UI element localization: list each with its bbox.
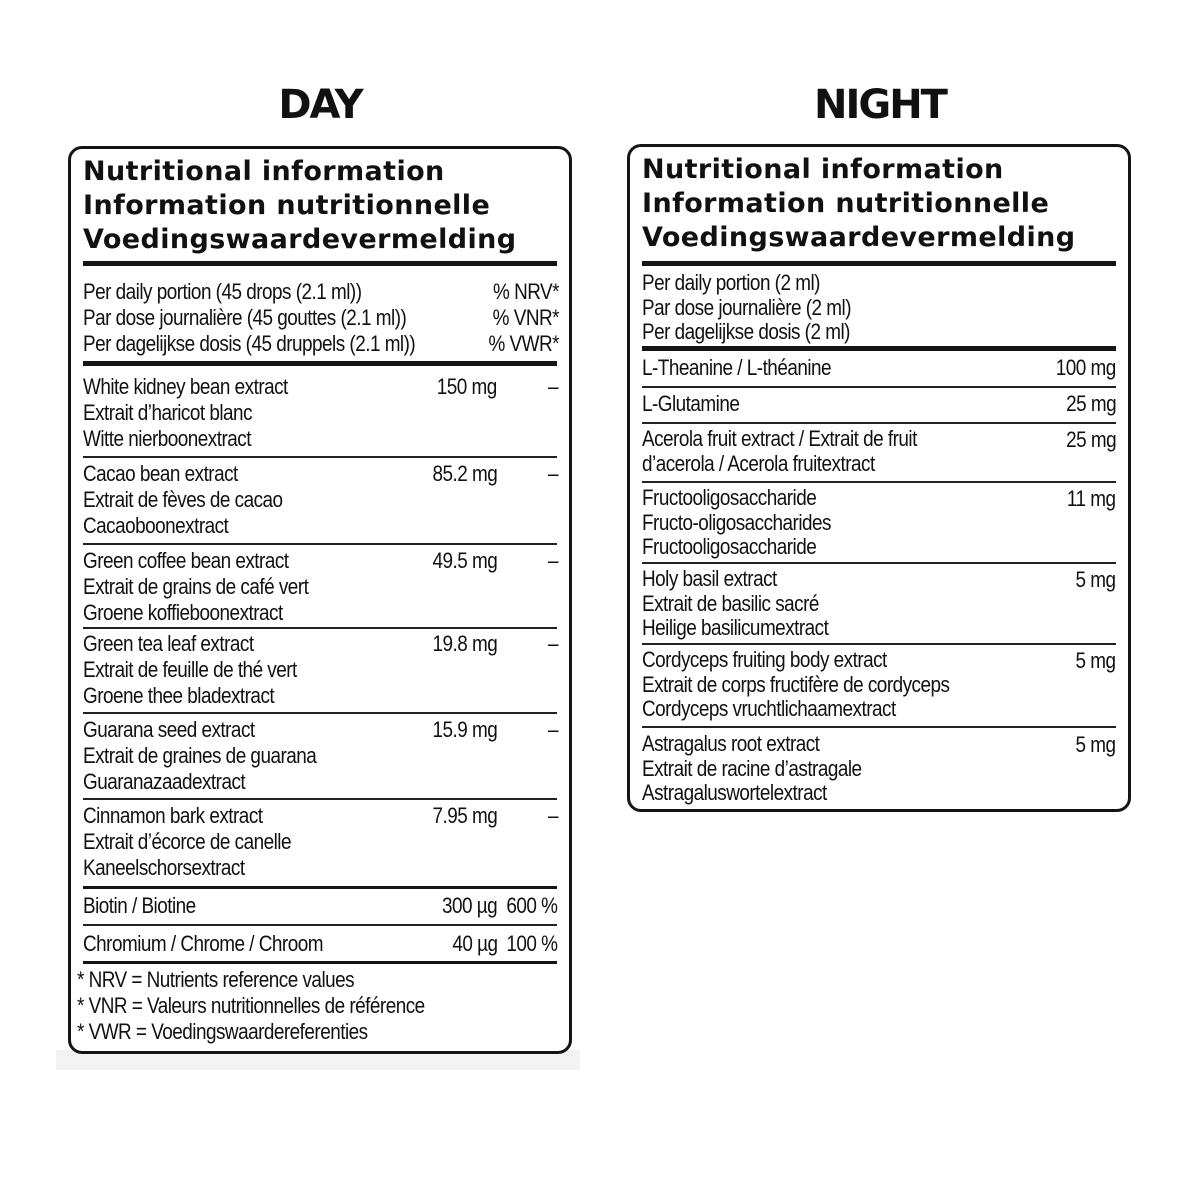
amount: 7.95 mg [432,803,497,828]
ingredient-fr: Fructo-oligosaccharides [642,509,831,535]
row-divider [83,924,557,926]
portion-fr: Par dose journalière (45 gouttes (2.1 ml)) [83,305,407,330]
row-divider [83,627,557,629]
ingredient-en: Guarana seed extract [83,717,255,742]
heading-nl: Voedingswaardevermelding [83,224,517,255]
row-divider [642,386,1116,388]
portion-fr: Par dose journalière (2 ml) [642,294,852,320]
footnote-vwr: * VWR = Voedingswaardereferenties [77,1019,368,1044]
ingredient-fr: Extrait d’écorce de canelle [83,829,291,854]
ingredient-nl: Witte nierboonextract [83,426,251,451]
ingredient-en: Holy basil extract [642,566,777,591]
heading-fr: Information nutritionnelle [83,190,491,221]
footnote-vnr: * VNR = Valeurs nutritionnelles de référence [77,993,425,1018]
nrv-value: – [547,631,558,656]
amount: 100 mg [1055,355,1116,380]
ingredient-en: Biotin / Biotine [83,893,196,918]
ingredient-en: L-Theanine / L-théanine [642,355,832,380]
portion-en: Per daily portion (2 ml) [642,270,820,295]
heading-rule [642,261,1116,266]
portion-en: Per daily portion (45 drops (2.1 ml)) [83,279,362,304]
amount: 300 µg [441,893,497,918]
day-nutrition-panel [68,146,572,1054]
nrv-value: – [547,461,558,486]
amount: 15.9 mg [432,717,497,742]
ingredient-fr: d’acerola / Acerola fruitextract [642,450,875,476]
ingredient-nl: Groene thee bladextract [83,683,275,708]
table-row-name [642,486,831,560]
table-row-name [83,461,283,539]
table-row-name [83,548,308,626]
amount: 5 mg [1075,732,1116,757]
night-portion [642,271,851,345]
footnote-nrv: * NRV = Nutrients reference values [77,967,355,992]
row-divider [642,422,1116,424]
table-row-name [83,631,297,709]
portion-rule [642,346,1116,351]
row-divider [83,798,557,800]
amount: 150 mg [436,374,497,399]
table-row-name [642,648,949,722]
row-divider [83,961,557,964]
table-row-name [642,427,917,476]
table-row-name [83,717,316,795]
heading-fr: Information nutritionnelle [642,188,1050,219]
nrv-header-en: % NRV* [493,279,559,304]
table-row-name [642,732,862,806]
night-panel-heading [642,153,1075,255]
ingredient-en: Green tea leaf extract [83,631,254,656]
portion-nl: Per dagelijkse dosis (45 druppels (2.1 ml)) [83,331,416,356]
row-divider [83,886,557,889]
heading-rule [83,261,557,266]
nrv-value: – [547,717,558,742]
nrv-value: 100 % [505,931,557,956]
ingredient-fr: Extrait d’haricot blanc [83,400,253,425]
portion-rule [83,361,557,366]
ingredient-en: Acerola fruit extract / Extrait de fruit [642,426,917,451]
ingredient-nl: Guaranazaadextract [83,769,246,794]
ingredient-nl: Kaneelschorsextract [83,855,245,880]
ingredient-nl: Cacaoboonextract [83,513,229,538]
ingredient-en: Cordyceps fruiting body extract [642,647,887,672]
day-footnotes [77,967,425,1045]
amount: 85.2 mg [432,461,497,486]
ingredient-fr: Extrait de graines de guarana [83,743,317,768]
row-divider [83,712,557,714]
amount: 49.5 mg [432,548,497,573]
ingredient-en: Chromium / Chrome / Chroom [83,931,323,956]
ingredient-nl: Groene koffieboonextract [83,600,283,625]
table-row-name [83,931,323,957]
amount: 25 mg [1065,427,1116,452]
night-title: NIGHT [814,82,946,128]
nrv-value: – [547,374,558,399]
ingredient-en: Cacao bean extract [83,461,238,486]
ingredient-fr: Extrait de racine d’astragale [642,755,862,781]
heading-nl: Voedingswaardevermelding [642,222,1076,253]
amount: 5 mg [1075,648,1116,673]
ingredient-en: L-Glutamine [642,391,740,416]
amount: 5 mg [1075,567,1116,592]
ingredient-fr: Extrait de basilic sacré [642,590,819,616]
ingredient-fr: Extrait de grains de café vert [83,574,309,599]
ingredient-nl: Heilige basilicumextract [642,615,829,640]
ingredient-fr: Extrait de fèves de cacao [83,487,283,512]
table-row-name [642,391,739,417]
ingredient-fr: Extrait de corps fructifère de cordyceps [642,671,950,697]
nrv-value: – [547,548,558,573]
nrv-header-nl: % VWR* [488,331,559,356]
ingredient-nl: Cordyceps vruchtlichaamextract [642,696,896,721]
nrv-value: 600 % [505,893,557,918]
ingredient-en: Astragalus root extract [642,731,820,756]
ingredient-nl: Fructooligosaccharide [642,534,817,559]
heading-en: Nutritional information [83,156,445,187]
row-divider [642,562,1116,564]
table-row-name [642,567,828,641]
row-divider [83,456,557,458]
amount: 19.8 mg [432,631,497,656]
day-nrv-headers [489,279,559,357]
portion-nl: Per dagelijkse dosis (2 ml) [642,319,850,344]
night-nutrition-panel [627,144,1131,812]
ingredient-en: White kidney bean extract [83,374,288,399]
ingredient-en: Green coffee bean extract [83,548,289,573]
amount: 25 mg [1065,391,1116,416]
amount: 11 mg [1067,486,1116,511]
ingredient-fr: Extrait de feuille de thé vert [83,657,297,682]
row-divider [83,543,557,545]
ingredient-en: Cinnamon bark extract [83,803,263,828]
row-divider [642,726,1116,728]
amount: 40 µg [451,931,497,956]
day-title: DAY [278,82,362,128]
day-portion [83,279,415,357]
table-row-name [83,374,288,452]
heading-en: Nutritional information [642,154,1004,185]
table-row-name [83,893,196,919]
table-row-name [83,803,291,881]
nrv-value: – [547,803,558,828]
table-row-name [642,355,831,381]
day-panel-heading [83,155,516,257]
nrv-header-fr: % VNR* [492,305,559,330]
ingredient-en: Fructooligosaccharide [642,485,817,510]
row-divider [642,643,1116,645]
row-divider [642,481,1116,483]
ingredient-nl: Astragaluswortelextract [642,780,827,805]
